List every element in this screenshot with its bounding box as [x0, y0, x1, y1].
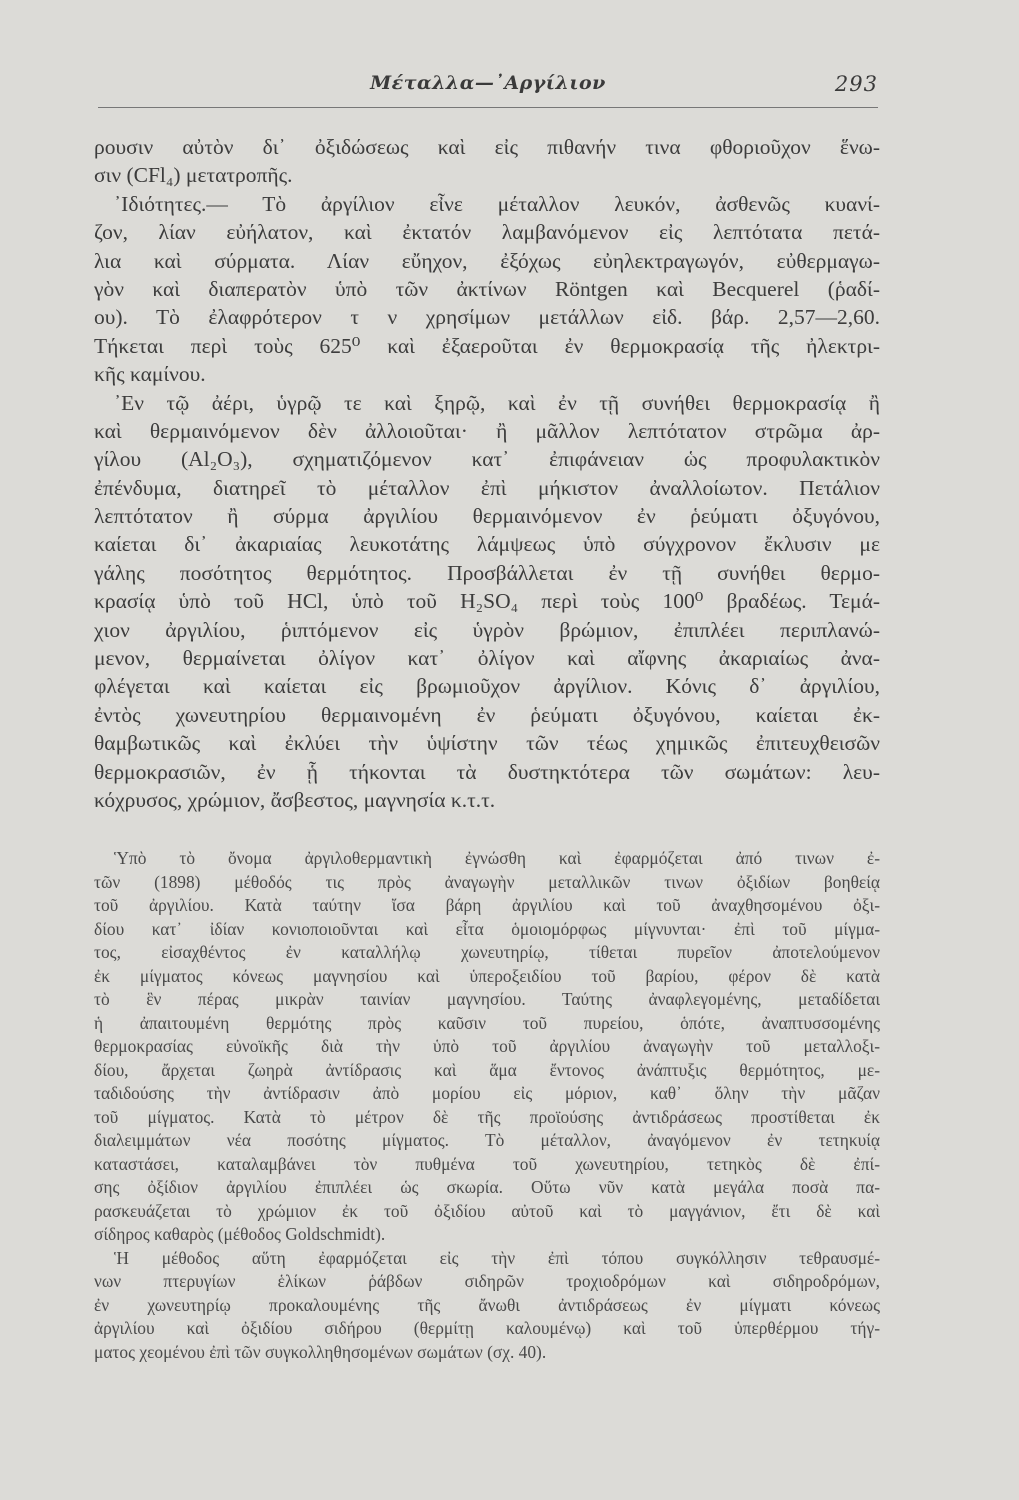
- small-text-line: ματος χεομένου ἐπὶ τῶν συγκολληθησομένων σωμάτων (σχ. 40).: [94, 1341, 547, 1362]
- text-line: ου). Τὸ ἐλαφρότερον τ ν χρησίμων μετάλλων εἰδ. βάρ. 2,57—2,60.: [94, 305, 880, 330]
- small-text-line: τὸ ἓν πέρας μικρὰν ταινίαν μαγνησίου. Ταύτης ἀναφλεγομένης, μεταδίδεται: [94, 989, 880, 1009]
- text-line: γὸν καὶ διαπερατὸν ὑπὸ τῶν ἀκτίνων Röntgen καὶ Becquerel (ῥαδί-: [94, 276, 880, 301]
- text-line: ρουσιν αὐτὸν δι᾽ ὀξιδώσεως καὶ εἰς πιθανήν τινα φθοριοῦχον ἕνω-: [94, 135, 880, 159]
- small-text-line: ταδιδούσης τὴν ἀντίδρασιν ἀπὸ μορίου εἰς μόριον, καθ᾽ ὅλην τὴν μᾶζαν: [94, 1083, 880, 1103]
- text-line: ᾽Εν τῷ ἀέρι, ὑγρῷ τε καὶ ξηρῷ, καὶ ἐν τῇ συνήθει θερμοκρασίᾳ ἢ: [114, 390, 880, 415]
- text-line: κρασίᾳ ὑπὸ τοῦ HCl, ὑπὸ τοῦ H₂SO₄ περὶ τοὺς 100⁰ βραδέως. Τεμά-: [94, 589, 880, 614]
- text-line: λια καὶ σύρματα. Λίαν εὔηχον, ἐξόχως εὐηλεκτραγωγόν, εὐθερμαγω-: [94, 248, 880, 273]
- text-line: μενον, θερμαίνεται ὀλίγον κατ᾽ ὀλίγον καὶ αἴφνης ἀκαριαίως ἀνα-: [94, 646, 880, 671]
- small-text-line: δίου κατ᾽ ἰδίαν κονιοποιοῦνται καὶ εἶτα ὁμοιομόρφως μίγνυνται· ἐπὶ τοῦ μίγμα-: [94, 918, 880, 939]
- text-line: θερμοκρασιῶν, ἐν ᾗ τήκονται τὰ δυστηκτότερα τῶν σωμάτων: λευ-: [94, 759, 880, 784]
- small-text-line: τῶν (1898) μέθοδός τις πρὸς ἀναγωγὴν μεταλλικῶν τινων ὀξιδίων βοηθείᾳ: [94, 871, 880, 892]
- small-text-line: καταστάσει, καταλαμβάνει τὸν πυθμένα τοῦ χωνευτηρίου, τετηκὸς δὲ ἐπί-: [94, 1153, 880, 1174]
- small-text-line: Ἡ μέθοδος αὕτη ἐφαρμόζεται εἰς τὴν ἐπὶ τόπου συγκόλλησιν τεθραυσμέ-: [114, 1247, 880, 1268]
- text-line: κόχρυσος, χρώμιον, ἄσβεστος, μαγνησία κ.τ.τ.: [94, 787, 496, 812]
- text-line: ἐντὸς χωνευτηρίου θερμαινομένη ἐν ῥεύματι ὀξυγόνου, καίεται ἐκ-: [94, 702, 880, 727]
- small-text-line: τοῦ μίγματος. Κατὰ τὸ μέτρον δὲ τῆς προϊούσης ἀντιδράσεως προστίθεται ἐκ: [94, 1106, 880, 1127]
- text-line: θαμβωτικῶς καὶ ἐκλύει τὴν ὑψίστην τῶν τέως χημικῶς ἐπιτευχθεισῶν: [94, 731, 880, 756]
- small-text-line: ἐκ μίγματος κόνεως μαγνησίου καὶ ὑπεροξειδίου τοῦ βαρίου, φέρον δὲ κατὰ: [94, 965, 880, 986]
- main-text: [94, 133, 880, 814]
- text-line: Τήκεται περὶ τοὺς 625⁰ καὶ ἐξαεροῦται ἐν θερμοκρασίᾳ τῆς ἠλεκτρι-: [94, 333, 880, 358]
- text-line: φλέγεται καὶ καίεται εἰς βρωμιοῦχον ἀργίλιον. Κόνις δ᾽ ἀργιλίου,: [94, 674, 880, 699]
- small-text-line: θερμοκρασίας εὐνοϊκῆς διὰ τὴν ὑπὸ τοῦ ἀργιλίου ἀναγωγὴν τοῦ μεταλλοξι-: [94, 1036, 880, 1056]
- text-line: λεπτότατον ἢ σύρμα ἀργιλίου θερμαινόμενον ἐν ῥεύματι ὀξυγόνου,: [94, 504, 880, 529]
- small-text-line: ρασκευάζεται τὸ χρώμιον ἐκ τοῦ ὀξιδίου αὐτοῦ καὶ τὸ μαγγάνιον, ἔτι δὲ καὶ: [94, 1200, 880, 1221]
- text-line: χιον ἀργιλίου, ῥιπτόμενον εἰς ὑγρὸν βρώμιον, ἐπιπλέει περιπλανώ-: [94, 617, 880, 642]
- text-line: καίεται δι᾽ ἀκαριαίας λευκοτάτης λάμψεως ὑπὸ σύγχρονον ἔκλυσιν με: [94, 532, 880, 557]
- text-line: ᾽Ιδιότητες.— Τὸ ἀργίλιον εἶνε μέταλλον λευκόν, ἀσθενῶς κυανί-: [114, 191, 880, 216]
- text-line: ζον, λίαν εὐήλατον, καὶ ἐκτατόν λαμβανόμενον εἰς λεπτότατα πετά-: [94, 220, 880, 245]
- running-head: [98, 72, 878, 104]
- small-print-text: [94, 847, 880, 1364]
- text-line: καὶ θερμαινόμενον δὲν ἀλλοιοῦται· ἢ μᾶλλον λεπτότατον στρῶμα ἀρ-: [94, 418, 880, 443]
- page-number: 293: [834, 72, 878, 96]
- text-line: γάλης ποσότητος θερμότητος. Προσβάλλεται ἐν τῇ συνήθει θερμο-: [94, 560, 880, 585]
- small-text-line: δίου, ἄρχεται ζωηρὰ ἀντίδρασις καὶ ἅμα ἔντονος ἀνάπτυξις θερμότητος, με-: [94, 1059, 880, 1080]
- small-text-line: τος, εἰσαχθέντος ἐν καταλλήλῳ χωνευτηρίῳ, τίθεται πυρεῖον ἀποτελούμενον: [94, 942, 880, 962]
- text-line: γίλου (Al₂O₃), σχηματιζόμενον κατ᾽ ἐπιφάνειαν ὡς προφυλακτικὸν: [94, 447, 880, 472]
- small-text-line: ἀργιλίου καὶ ὀξιδίου σιδήρου (θερμίτῃ καλουμένῳ) καὶ τοῦ ὑπερθέρμου τήγ-: [94, 1318, 880, 1338]
- running-head-title: Μέταλλα—᾽Αργίλιον: [370, 72, 606, 94]
- text-line: ἐπένδυμα, διατηρεῖ τὸ μέταλλον ἐπὶ μήκιστον ἀναλλοίωτον. Πετάλιον: [94, 475, 880, 500]
- small-text-line: σίδηρος καθαρὸς (μέθοδος Goldschmidt).: [94, 1224, 386, 1244]
- text-line: κῆς καμίνου.: [94, 362, 206, 387]
- small-text-line: Ὑπὸ τὸ ὄνομα ἀργιλοθερμαντικὴ ἐγνώσθη καὶ ἐφαρμόζεται ἀπό τινων ἐ-: [114, 848, 880, 868]
- small-text-line: τοῦ ἀργιλίου. Κατὰ ταύτην ἴσα βάρη ἀργιλίου καὶ τοῦ ἀναχθησομένου ὀξι-: [94, 895, 880, 915]
- header-rule: [98, 107, 878, 108]
- text-line: σιν (CFl₄) μετατροπῆς.: [94, 163, 293, 188]
- small-text-line: ἐν χωνευτηρίῳ προκαλουμένης τῆς ἄνωθι ἀντιδράσεως ἐν μίγματι κόνεως: [94, 1294, 880, 1315]
- small-text-line: διαλειμμάτων νέα ποσότης μίγματος. Τὸ μέταλλον, ἀναγόμενον ἐν τετηκυίᾳ: [94, 1130, 880, 1150]
- small-text-line: σης ὀξίδιον ἀργιλίου ἐπιπλέει ὡς σκωρία. Οὕτω νῦν κατὰ μεγάλα ποσὰ πα-: [94, 1177, 880, 1197]
- small-text-line: νων πτερυγίων ἑλίκων ῥάβδων σιδηρῶν τροχιοδρόμων καὶ σιδηροδρόμων,: [94, 1271, 880, 1291]
- small-text-line: ἡ ἀπαιτουμένη θερμότης πρὸς καῦσιν τοῦ πυρείου, ὁπότε, ἀναπτυσσομένης: [94, 1012, 880, 1033]
